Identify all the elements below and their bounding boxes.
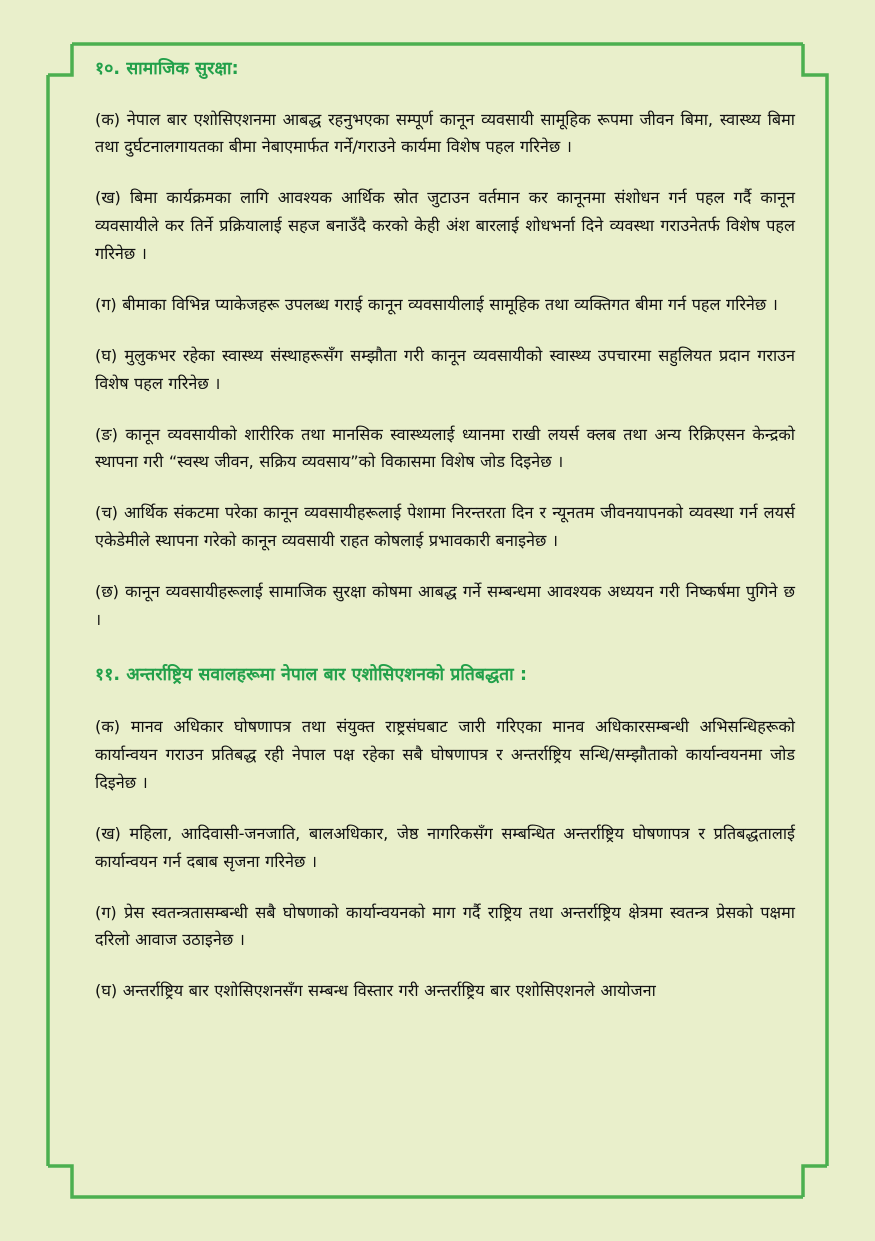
document-content — [95, 58, 795, 1005]
paragraph-10-kha: (ख) बिमा कार्यक्रमका लागि आवश्यक आर्थिक स्रोत जुटाउन वर्तमान कर कानूनमा संशोधन गर्न पहल गर्दै कानून व्यवसायीले कर तिर्ने प्रक्रियालाई सहज बनाउँदै करको केही अंश बारलाई शोधभर्ना दिने व्यवस्था गराउनेतर्फ विशेष पहल गरिनेछ । — [95, 188, 795, 264]
paragraph-11-gha: (घ) अन्तर्राष्ट्रिय बार एशोसिएशनसँग सम्बन्ध विस्तार गरी अन्तर्राष्ट्रिय बार एशोसिएशनले आयोजना — [95, 981, 656, 1001]
paragraph-10-nga: (ङ) कानून व्यवसायीको शारीरिक तथा मानसिक स्वास्थ्यलाई ध्यानमा राखी लयर्स क्लब तथा अन्य रिक्रिएसन केन्द्रको स्थापना गरी “स्वस्थ जीवन, सक्रिय व्यवसाय”को विकासमा विशेष जोड दिइनेछ । — [95, 424, 795, 472]
paragraph-10-ka: (क) नेपाल बार एशोसिएशनमा आबद्ध रहनुभएका सम्पूर्ण कानून व्यवसायी सामूहिक रूपमा जीवन बिमा, स्वास्थ्य बिमा तथा दुर्घटनालगायतका बीमा नेबाएमार्फत गर्ने/गराउने कार्यमा विशेष पहल गरिनेछ । — [95, 109, 795, 157]
paragraph-11-ga: (ग) प्रेस स्वतन्त्रतासम्बन्धी सबै घोषणाको कार्यान्वयनको माग गर्दै राष्ट्रिय तथा अन्तर्राष्ट्रिय क्षेत्रमा स्वतन्त्र प्रेसको पक्षमा दरिलो आवाज उठाइनेछ । — [95, 902, 795, 950]
paragraph-10-cha: (च) आर्थिक संकटमा परेका कानून व्यवसायीहरूलाई पेशामा निरन्तरता दिन र न्यूनतम जीवनयापनको व्यवस्था गर्न लयर्स एकेडेमीले स्थापना गरेको कानून व्यवसायी राहत कोषलाई प्रभावकारी बनाइनेछ । — [95, 503, 795, 551]
paragraph-10-gha: (घ) मुलुकभर रहेका स्वास्थ्य संस्थाहरूसँग सम्झौता गरी कानून व्यवसायीको स्वास्थ्य उपचारमा सहुलियत प्रदान गराउन विशेष पहल गरिनेछ । — [95, 345, 795, 393]
section-heading-international-commitments: ११. अन्तर्राष्ट्रिय सवालहरूमा नेपाल बार एशोसिएशनको प्रतिबद्धता : — [95, 664, 528, 685]
paragraph-11-kha: (ख) महिला, आदिवासी-जनजाति, बालअधिकार, जेष्ठ नागरिकसँग सम्बन्धित अन्तर्राष्ट्रिय घोषणापत्र र प्रतिबद्धतालाई कार्यान्वयन गर्न दबाब सृजना गरिनेछ । — [95, 823, 795, 871]
section-heading-social-security: १०. सामाजिक सुरक्षा: — [95, 59, 239, 79]
paragraph-10-ga: (ग) बीमाका विभिन्न प्याकेजहरू उपलब्ध गराई कानून व्यवसायीलाई सामूहिक तथा व्यक्तिगत बीमा गर्न पहल गरिनेछ । — [95, 294, 778, 314]
paragraph-11-ka: (क) मानव अधिकार घोषणापत्र तथा संयुक्त राष्ट्रसंघबाट जारी गरिएका मानव अधिकारसम्बन्धी अभिसन्धिहरूको कार्यान्वयन गराउन प्रतिबद्ध रही नेपाल पक्ष रहेका सबै घोषणापत्र र अन्तर्राष्ट्रिय सन्धि/सम्झौताको कार्यान्वयनमा जोड दिइनेछ । — [95, 717, 795, 792]
paragraph-10-chha: (छ) कानून व्यवसायीहरूलाई सामाजिक सुरक्षा कोषमा आबद्ध गर्ने सम्बन्धमा आवश्यक अध्ययन गरी निष्कर्षमा पुगिने छ । — [95, 581, 795, 629]
